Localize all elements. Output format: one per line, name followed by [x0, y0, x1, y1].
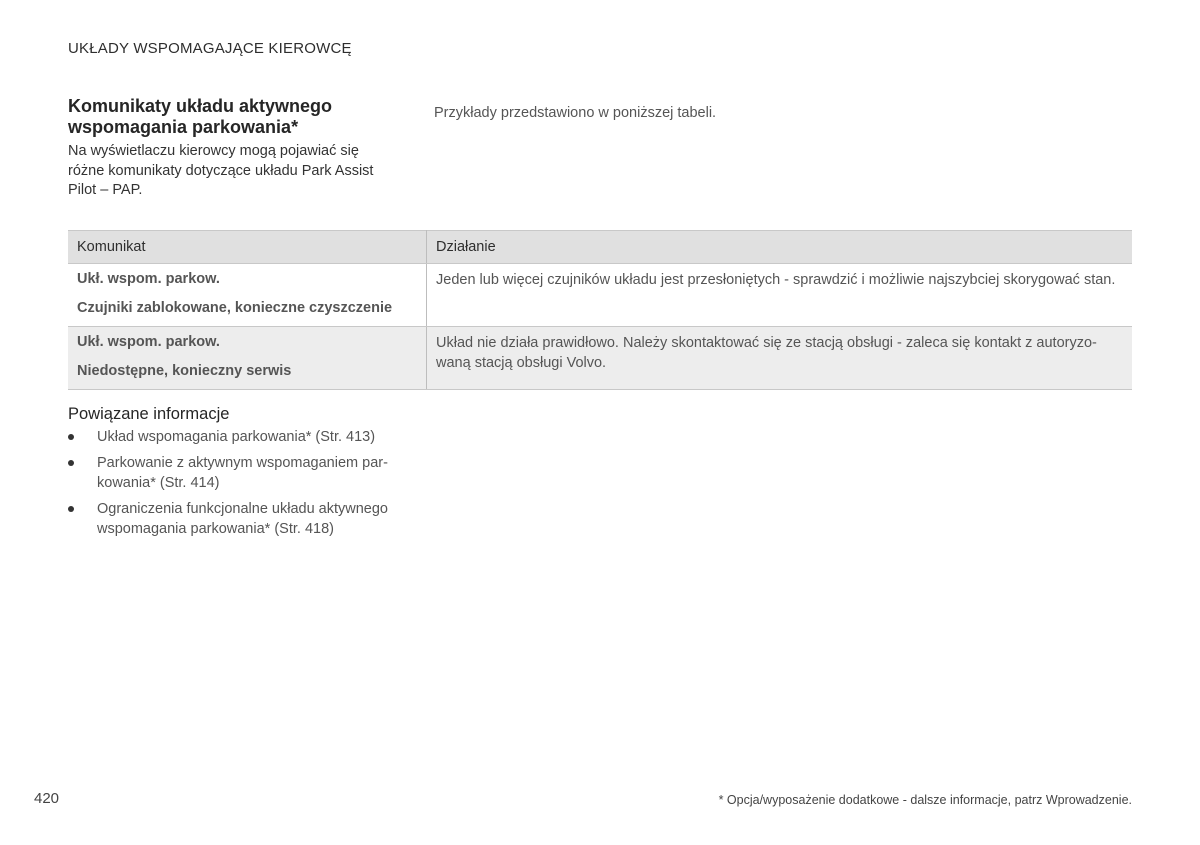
message-title: Ukł. wspom. parkow. — [77, 334, 220, 350]
intro-text: Na wyświetlaczu kierowcy mogą pojawiać się różne komunikaty dotyczące układu Park Assist Pilot – PAP. — [68, 143, 374, 198]
related-info-link[interactable]: Parkowanie z aktywnym wspomaganiem par-kowania* (Str. 414) — [97, 455, 388, 491]
bullet-icon — [68, 506, 74, 512]
related-info-title: Powiązane informacje — [68, 405, 230, 423]
related-info-list — [68, 427, 408, 545]
message-detail: Czujniki zablokowane, konieczne czyszczenie — [77, 300, 393, 316]
action-cell: Jeden lub więcej czujników układu jest przesłoniętych - sprawdzić i możliwie najszybciej skorygować stan. — [427, 264, 1133, 327]
message-cell — [68, 264, 427, 327]
message-cell — [68, 327, 427, 390]
related-info-item[interactable] — [68, 427, 408, 447]
messages-table — [68, 230, 1132, 390]
message-title: Ukł. wspom. parkow. — [77, 271, 220, 287]
page-number: 420 — [34, 790, 60, 807]
running-header: UKŁADY WSPOMAGAJĄCE KIEROWCĘ — [68, 40, 352, 57]
related-info-link[interactable]: Ograniczenia funkcjonalne układu aktywnego wspomagania parkowania* (Str. 418) — [97, 501, 388, 537]
column-header-message: Komunikat — [68, 231, 427, 264]
column-header-action: Działanie — [427, 231, 1133, 264]
footnote: * Opcja/wyposażenie dodatkowe - dalsze informacje, patrz Wprowadzenie. — [718, 793, 1132, 807]
bullet-icon — [68, 434, 74, 440]
table-row — [68, 264, 1132, 327]
related-info-link[interactable]: Układ wspomagania parkowania* (Str. 413) — [97, 429, 376, 445]
related-info-item[interactable] — [68, 499, 408, 539]
bullet-icon — [68, 460, 74, 466]
section-title: Komunikaty układu aktywnego wspomagania parkowania* — [68, 96, 333, 137]
table-intro-text: Przykłady przedstawiono w poniższej tabeli. — [434, 105, 717, 121]
message-detail: Niedostępne, konieczny serwis — [77, 363, 292, 379]
action-cell: Układ nie działa prawidłowo. Należy skontaktować się ze stacją obsługi - zaleca się kontakt z autoryzo-waną stacją obsługi Volvo. — [427, 327, 1133, 390]
related-info-item[interactable] — [68, 453, 408, 493]
table-row — [68, 327, 1132, 390]
table-header-row — [68, 231, 1132, 264]
